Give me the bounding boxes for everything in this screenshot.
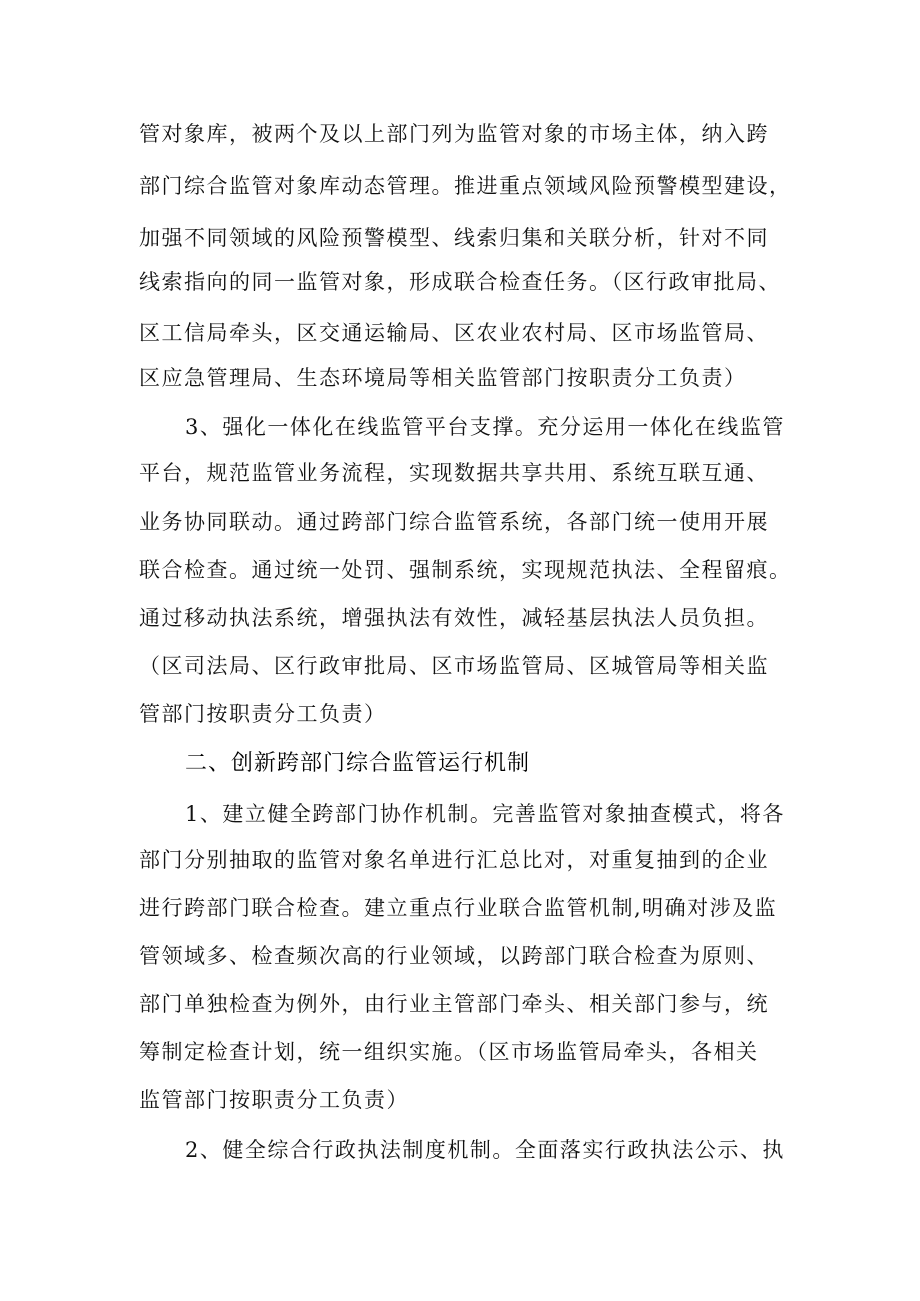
text-line: 区应急管理局、生态环境局等相关监管部门按职责分工负责）	[139, 366, 747, 390]
text-line: 监管部门按职责分工负责）	[139, 1088, 409, 1112]
text-line: 部门单独检查为例外，由行业主管部门牵头、相关部门参与，统	[139, 992, 769, 1016]
text-line: 筹制定检查计划，统一组织实施。（区市场监管局牵头，各相关	[139, 1040, 759, 1064]
section-heading: 二、创新跨部门综合监管运行机制	[185, 751, 531, 776]
paragraph-2-start: 2、健全综合行政执法制度机制。全面落实行政执法公示、执	[185, 1138, 785, 1162]
text-line: 联合检查。通过统一处罚、强制系统，实现规范执法、全程留痕。	[139, 558, 792, 582]
paragraph-1-start: 1、建立健全跨部门协作机制。完善监管对象抽查模式，将各	[185, 802, 785, 826]
text-line: 线索指向的同一监管对象，形成联合检查任务。（区行政审批局、	[139, 270, 781, 294]
text-line: 平台，规范监管业务流程，实现数据共享共用、系统互联互通、	[139, 461, 769, 485]
text-line: 管对象库，被两个及以上部门列为监管对象的市场主体，纳入跨	[139, 122, 769, 146]
text-line: 管领域多、检查频次高的行业领域，以跨部门联合检查为原则、	[139, 944, 769, 968]
text-line: 进行跨部门联合检查。建立重点行业联合监管机制,明确对涉及监	[139, 896, 778, 920]
text-line: 区工信局牵头，区交通运输局、区农业农村局、区市场监管局、	[139, 321, 769, 345]
text-line: 加强不同领域的风险预警模型、线索归集和关联分析，针对不同	[139, 226, 769, 250]
text-line: 通过移动执法系统，增强执法有效性，减轻基层执法人员负担。	[139, 606, 769, 630]
text-line: 部门分别抽取的监管对象名单进行汇总比对，对重复抽到的企业	[139, 848, 769, 872]
text-line: 部门综合监管对象库动态管理。推进重点领域风险预警模型建设，	[139, 174, 792, 198]
paragraph-3-start: 3、强化一体化在线监管平台支撑。充分运用一体化在线监管	[185, 415, 785, 439]
text-line: 管部门按职责分工负责）	[139, 702, 387, 726]
text-line: 业务协同联动。通过跨部门综合监管系统，各部门统一使用开展	[139, 510, 769, 534]
text-line: （区司法局、区行政审批局、区市场监管局、区城管局等相关监	[139, 654, 769, 678]
